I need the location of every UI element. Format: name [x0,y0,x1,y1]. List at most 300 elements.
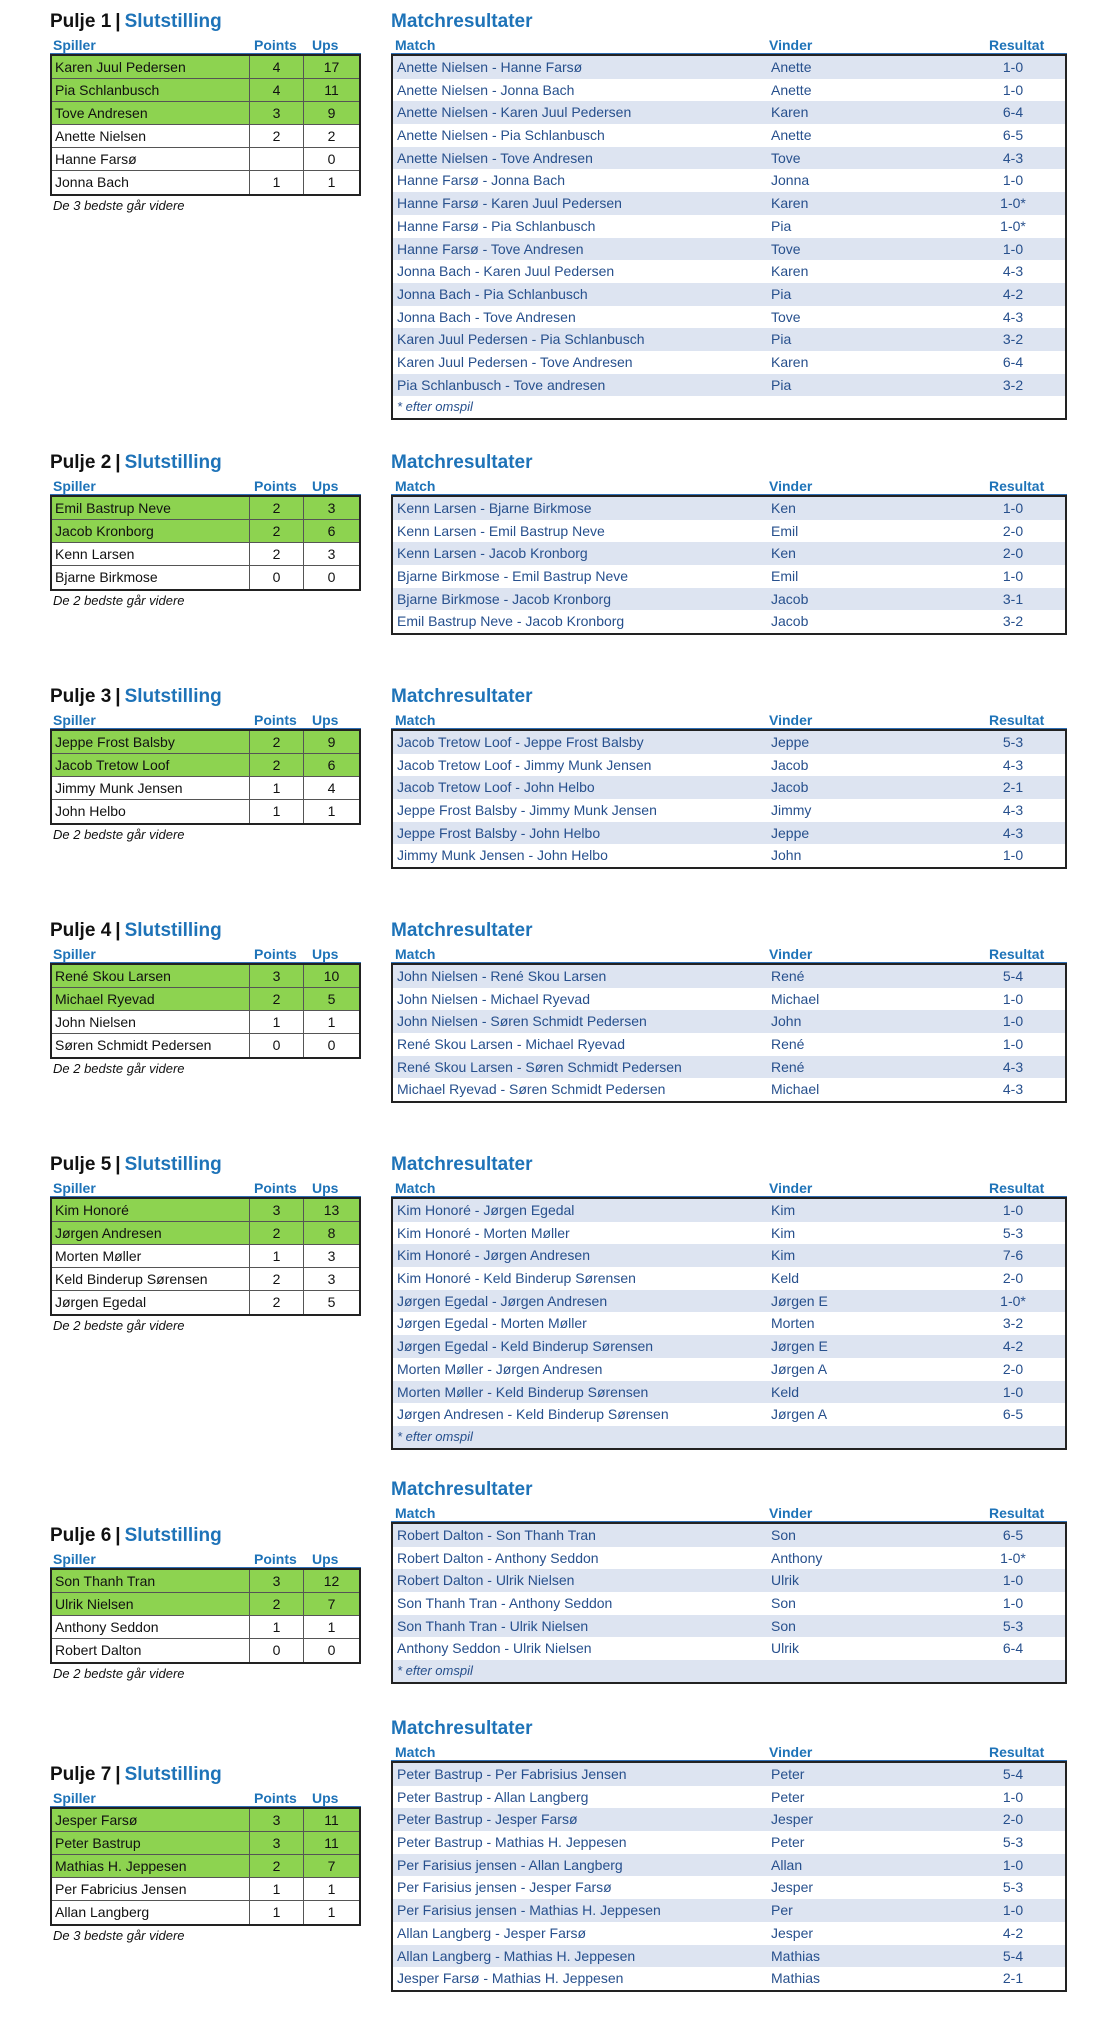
match-result: 1-0 [1002,1202,1024,1218]
advance-note: De 3 bedste går videre [53,198,185,213]
pool-title [50,683,361,711]
match-name: Allan Langberg - Mathias H. Jeppesen [397,1947,636,1964]
pool-section [0,1151,1105,1444]
match-winner: Emil [771,568,799,585]
match-result: 1-0 [1002,81,1024,98]
match-name: Anthony Seddon - Ulrik Nielsen [397,1640,592,1657]
title-separator: | [115,920,121,941]
match-result: 1-0 [1002,1856,1024,1873]
match-winner: Jeppe [771,824,810,841]
match-winner: Michael [771,990,820,1007]
match-row [393,1358,1065,1381]
match-result: 2-1 [1002,1970,1024,1987]
match-result: 2-1 [1002,779,1024,796]
match-winner: Jacob [771,590,809,607]
match-result: 1-0 [1002,1788,1024,1805]
match-row [393,1637,1065,1660]
matches-title: Matchresultater [391,1479,533,1500]
results-table [391,54,1067,420]
player-name: Kenn Larsen [52,543,250,565]
col-winner-header: Vinder [769,478,813,494]
match-winner: Peter [771,1834,805,1851]
match-row [393,1831,1065,1854]
match-name: Anette Nielsen - Tove Andresen [397,149,593,166]
match-name: Jonna Bach - Tove Andresen [397,308,576,325]
match-name: Son Thanh Tran - Anthony Seddon [397,1595,613,1612]
player-name: Morten Møller [52,1245,250,1267]
standings-row [52,1570,359,1593]
match-row [393,542,1065,565]
match-name: Peter Bastrup - Jesper Farsø [397,1811,578,1828]
player-ups: 8 [327,1225,336,1241]
match-result: 1-0 [1002,240,1024,257]
match-row [393,283,1065,306]
match-winner: Pia [771,217,792,234]
standings-row [52,1593,359,1616]
match-row [393,260,1065,283]
player-points: 0 [250,1639,304,1662]
match-winner: Karen [771,353,809,370]
col-match-header: Match [395,946,436,962]
standings-row [52,497,359,520]
player-name: Søren Schmidt Pedersen [52,1034,250,1057]
player-name: Per Fabricius Jensen [52,1878,250,1900]
match-winner: René [771,1058,805,1075]
match-result: 3-2 [1002,1315,1024,1332]
match-row [393,1290,1065,1313]
player-points: 1 [250,1011,304,1033]
advance-note: De 2 bedste går videre [53,1666,185,1682]
match-row [393,1967,1065,1990]
match-winner: Morten [771,1315,815,1332]
match-result: 6-5 [1002,1406,1024,1423]
match-result: 4-3 [1002,308,1024,325]
match-name: Hanne Farsø - Jonna Bach [397,172,566,189]
standings-row [52,148,359,171]
match-result: 1-0 [1002,1013,1024,1030]
match-result: 4-3 [1002,149,1024,166]
advance-note: De 3 bedste går videre [53,1928,185,1944]
player-name: Pia Schlanbusch [52,79,250,101]
player-ups: 10 [323,968,340,984]
match-name: Kim Honoré - Morten Møller [397,1224,570,1241]
match-name: Hanne Farsø - Tove Andresen [397,240,584,257]
matches-header [391,36,1067,54]
pool-number: 7 [100,1764,112,1786]
matches-header [391,1504,1067,1522]
player-points: 2 [250,754,304,776]
match-name: Per Farisius jensen - Allan Langberg [397,1856,623,1873]
match-winner: Jesper [771,1924,814,1941]
match-row [393,565,1065,588]
col-points-header: Points [254,1180,297,1196]
standings-table [50,54,361,196]
standings-row [52,1291,359,1314]
match-row [393,215,1065,238]
match-name: Jacob Tretow Loof - Jeppe Frost Balsby [397,734,644,750]
standings-label: Slutstilling [124,1525,222,1547]
pool-prefix: Pulje [50,1764,96,1786]
player-name: Jacob Tretow Loof [52,754,250,776]
player-ups: 11 [324,82,339,98]
match-winner: Anette [771,127,812,144]
pool-section [0,449,1105,689]
match-name: Jørgen Andresen - Keld Binderup Sørensen [397,1406,669,1423]
standings-block [50,683,361,845]
standings-header [50,36,361,54]
col-player-header: Spiller [53,478,96,494]
match-row [393,1078,1065,1101]
player-name: Tove Andresen [52,102,250,124]
match-result: 4-3 [1002,263,1024,280]
standings-row [52,1011,359,1034]
player-points: 2 [250,1593,304,1615]
player-ups: 7 [327,1858,336,1875]
player-ups: 3 [327,546,336,562]
player-ups: 1 [327,1014,336,1030]
match-result: 4-3 [1002,824,1024,841]
matches-block [391,683,1067,869]
col-result-header: Resultat [989,1180,1045,1196]
match-result: 1-0 [1002,59,1024,75]
match-name: Michael Ryevad - Søren Schmidt Pedersen [397,1081,666,1098]
standings-table [50,729,361,825]
col-winner-header: Vinder [769,1744,813,1760]
match-name: Emil Bastrup Neve - Jacob Kronborg [397,613,625,630]
player-name: Jacob Kronborg [52,520,250,542]
match-name: Jeppe Frost Balsby - John Helbo [397,824,601,841]
match-result: 1-0* [1000,1549,1026,1566]
replay-note: * efter omspil [397,399,473,415]
title-separator: | [115,1764,121,1786]
player-points: 2 [250,1855,304,1877]
match-row [393,1922,1065,1945]
col-result-header: Resultat [989,712,1045,728]
match-name: Son Thanh Tran - Ulrik Nielsen [397,1617,589,1634]
player-name: Allan Langberg [52,1901,250,1924]
col-result-header: Resultat [989,37,1045,53]
match-winner: Son [771,1527,796,1543]
match-result: 2-0 [1002,1360,1024,1377]
col-result-header: Resultat [989,478,1045,494]
match-row [393,988,1065,1011]
match-winner: Anette [771,59,812,75]
match-winner: Mathias [771,1970,821,1987]
match-row [393,1199,1065,1222]
player-points: 2 [250,497,304,519]
standings-table [50,495,361,591]
standings-row [52,171,359,194]
pool-prefix: Pulje [50,1525,96,1547]
match-winner: Son [771,1595,796,1612]
col-match-header: Match [395,1180,436,1196]
match-name: Jonna Bach - Pia Schlanbusch [397,285,588,302]
match-row [393,351,1065,374]
match-name: Anette Nielsen - Karen Juul Pedersen [397,104,632,121]
col-match-header: Match [395,712,436,728]
match-name: Morten Møller - Keld Binderup Sørensen [397,1383,649,1400]
results-table [391,1522,1067,1684]
match-winner: Tove [771,308,801,325]
standings-header [50,1789,361,1807]
player-points: 3 [250,1199,304,1221]
matches-title: Matchresultater [391,1154,533,1175]
player-points: 1 [250,171,304,194]
standings-block [50,1151,361,1336]
match-winner: Karen [771,104,809,121]
standings-header [50,945,361,963]
standings-row [52,1832,359,1855]
pool-number: 6 [100,1525,112,1547]
match-winner: Peter [771,1788,805,1805]
player-points: 3 [250,102,304,124]
match-row [393,101,1065,124]
player-points: 4 [250,79,304,101]
match-row [393,1381,1065,1404]
pool-title [50,1151,361,1179]
matches-block [391,1715,1067,1992]
match-name: Peter Bastrup - Per Fabrisius Jensen [397,1766,627,1782]
player-points: 2 [250,1222,304,1244]
standings-row [52,965,359,988]
match-name: Jeppe Frost Balsby - Jimmy Munk Jensen [397,802,657,819]
standings-row [52,1616,359,1639]
match-row [393,1876,1065,1899]
match-winner: Jesper [771,1879,814,1896]
player-ups: 0 [327,569,336,585]
col-player-header: Spiller [53,1790,96,1807]
standings-row [52,777,359,800]
standings-label: Slutstilling [124,452,222,473]
col-ups-header: Ups [312,712,339,728]
standings-row [52,1222,359,1245]
standings-row [52,754,359,777]
match-row [393,1808,1065,1831]
match-winner: Jacob [771,756,809,773]
col-points-header: Points [254,946,297,962]
advance-note: De 2 bedste går videre [53,593,185,608]
match-name: Jørgen Egedal - Keld Binderup Sørensen [397,1338,654,1355]
match-name: Anette Nielsen - Hanne Farsø [397,59,583,75]
match-winner: Karen [771,195,809,212]
match-name: Per Farisius jensen - Jesper Farsø [397,1879,612,1896]
match-winner: Michael [771,1081,820,1098]
results-table [391,729,1067,869]
pool-number: 3 [100,686,112,707]
match-winner: Pia [771,376,792,393]
standings-row [52,1901,359,1924]
standings-row [52,1268,359,1291]
standings-row [52,800,359,823]
match-result: 4-2 [1002,1924,1024,1941]
match-winner: Jesper [771,1811,814,1828]
match-winner: Emil [771,522,799,539]
col-winner-header: Vinder [769,946,813,962]
match-winner: Kim [771,1224,796,1241]
player-points [250,148,304,170]
col-match-header: Match [395,1505,436,1521]
col-player-header: Spiller [53,37,96,53]
standings-header [50,1179,361,1197]
match-row [393,1010,1065,1033]
col-player-header: Spiller [53,946,96,962]
player-ups: 17 [323,59,340,75]
col-points-header: Points [254,1551,297,1568]
col-result-header: Resultat [989,1744,1045,1760]
match-row [393,374,1065,397]
col-points-header: Points [254,712,297,728]
match-result: 5-4 [1002,1947,1024,1964]
match-name: Jørgen Egedal - Jørgen Andresen [397,1292,608,1309]
match-row [393,238,1065,261]
player-ups: 1 [327,803,336,819]
match-name: John Nielsen - Michael Ryevad [397,990,590,1007]
col-player-header: Spiller [53,1180,96,1196]
match-result: 2-0 [1002,545,1024,562]
match-result: 1-0 [1002,1383,1024,1400]
match-row [393,1335,1065,1358]
match-winner: Ulrik [771,1640,799,1657]
player-ups: 6 [327,757,336,773]
results-table [391,1761,1067,1992]
player-name: Hanne Farsø [52,148,250,170]
match-result: 5-3 [1002,734,1024,750]
match-winner: Karen [771,263,809,280]
match-result: 2-0 [1002,522,1024,539]
player-points: 2 [250,520,304,542]
match-winner: René [771,1036,805,1053]
player-ups: 1 [327,1619,336,1636]
match-winner: Jørgen E [771,1292,828,1309]
player-name: Robert Dalton [52,1639,250,1662]
standings-row [52,1809,359,1832]
match-name: Hanne Farsø - Pia Schlanbusch [397,217,596,234]
player-ups: 5 [327,1294,336,1310]
player-name: Kim Honoré [52,1199,250,1221]
player-points: 2 [250,1268,304,1290]
match-row [393,1267,1065,1290]
pool-section [0,8,1105,415]
col-player-header: Spiller [53,1551,96,1568]
match-result: 1-0 [1002,1595,1024,1612]
player-name: Anette Nielsen [52,125,250,147]
match-winner: Tove [771,240,801,257]
player-ups: 11 [324,1812,339,1829]
col-ups-header: Ups [312,946,339,962]
player-points: 3 [250,1809,304,1831]
match-winner: Per [771,1902,793,1919]
matches-title: Matchresultater [391,1718,533,1739]
player-name: Jeppe Frost Balsby [52,731,250,753]
player-name: Anthony Seddon [52,1616,250,1638]
standings-row [52,1878,359,1901]
match-name: Per Farisius jensen - Mathias H. Jeppesen [397,1902,661,1919]
match-winner: Jacob [771,779,809,796]
standings-header [50,1550,361,1568]
match-result: 3-1 [1002,590,1024,607]
player-ups: 7 [327,1596,336,1613]
match-winner: Tove [771,149,801,166]
match-name: John Nielsen - Søren Schmidt Pedersen [397,1013,647,1030]
standings-row [52,1245,359,1268]
match-winner: Jørgen E [771,1338,828,1355]
standings-table [50,963,361,1059]
standings-block [50,1522,361,1684]
match-winner: Son [771,1617,796,1634]
match-row [393,1244,1065,1267]
match-name: Jimmy Munk Jensen - John Helbo [397,847,608,864]
pool-prefix: Pulje [50,920,96,941]
title-separator: | [115,1154,121,1175]
match-result: 6-4 [1002,353,1024,370]
player-name: Jonna Bach [52,171,250,194]
player-points: 3 [250,1832,304,1854]
advance-note: De 2 bedste går videre [53,1061,185,1076]
match-row [393,1615,1065,1638]
pool-title [50,8,361,36]
match-winner: Jeppe [771,734,810,750]
matches-block [391,8,1067,420]
player-ups: 11 [324,1835,339,1852]
match-result: 5-4 [1002,968,1024,984]
player-ups: 1 [327,1904,336,1921]
pool-number: 4 [100,920,112,941]
match-name: Allan Langberg - Jesper Farsø [397,1924,587,1941]
match-result: 3-2 [1002,331,1024,348]
match-winner: Allan [771,1856,803,1873]
match-name: Jacob Tretow Loof - John Helbo [397,779,595,796]
player-name: Jesper Farsø [52,1809,250,1831]
col-result-header: Resultat [989,1505,1045,1521]
player-points: 2 [250,125,304,147]
match-row [393,147,1065,170]
player-ups: 3 [327,1271,336,1287]
match-name: Kim Honoré - Jørgen Andresen [397,1247,590,1264]
standings-label: Slutstilling [124,11,222,32]
pool-number: 1 [100,11,112,32]
match-name: Jonna Bach - Karen Juul Pedersen [397,263,615,280]
match-name: Kim Honoré - Jørgen Egedal [397,1202,575,1218]
standings-block [50,449,361,611]
match-winner: Jørgen A [771,1360,828,1377]
match-name: Hanne Farsø - Karen Juul Pedersen [397,195,622,212]
standings-table [50,1568,361,1664]
pool-prefix: Pulje [50,1154,96,1175]
match-winner: René [771,968,805,984]
match-result: 6-5 [1002,1527,1024,1543]
match-winner: Keld [771,1270,800,1287]
standings-row [52,1199,359,1222]
match-result: 1-0 [1002,1902,1024,1919]
player-ups: 1 [327,174,336,190]
match-result: 5-3 [1002,1617,1024,1634]
match-row [393,588,1065,611]
player-name: John Nielsen [52,1011,250,1033]
match-name: Jacob Tretow Loof - Jimmy Munk Jensen [397,756,652,773]
player-points: 2 [250,1291,304,1314]
match-result: 5-3 [1002,1834,1024,1851]
player-name: Son Thanh Tran [52,1570,250,1592]
player-ups: 2 [327,128,336,144]
matches-header [391,1743,1067,1761]
standings-row [52,731,359,754]
col-ups-header: Ups [312,478,339,494]
col-ups-header: Ups [312,37,339,53]
match-winner: John [771,847,802,864]
match-result: 6-4 [1002,1640,1024,1657]
standings-header [50,477,361,495]
match-row [393,497,1065,520]
